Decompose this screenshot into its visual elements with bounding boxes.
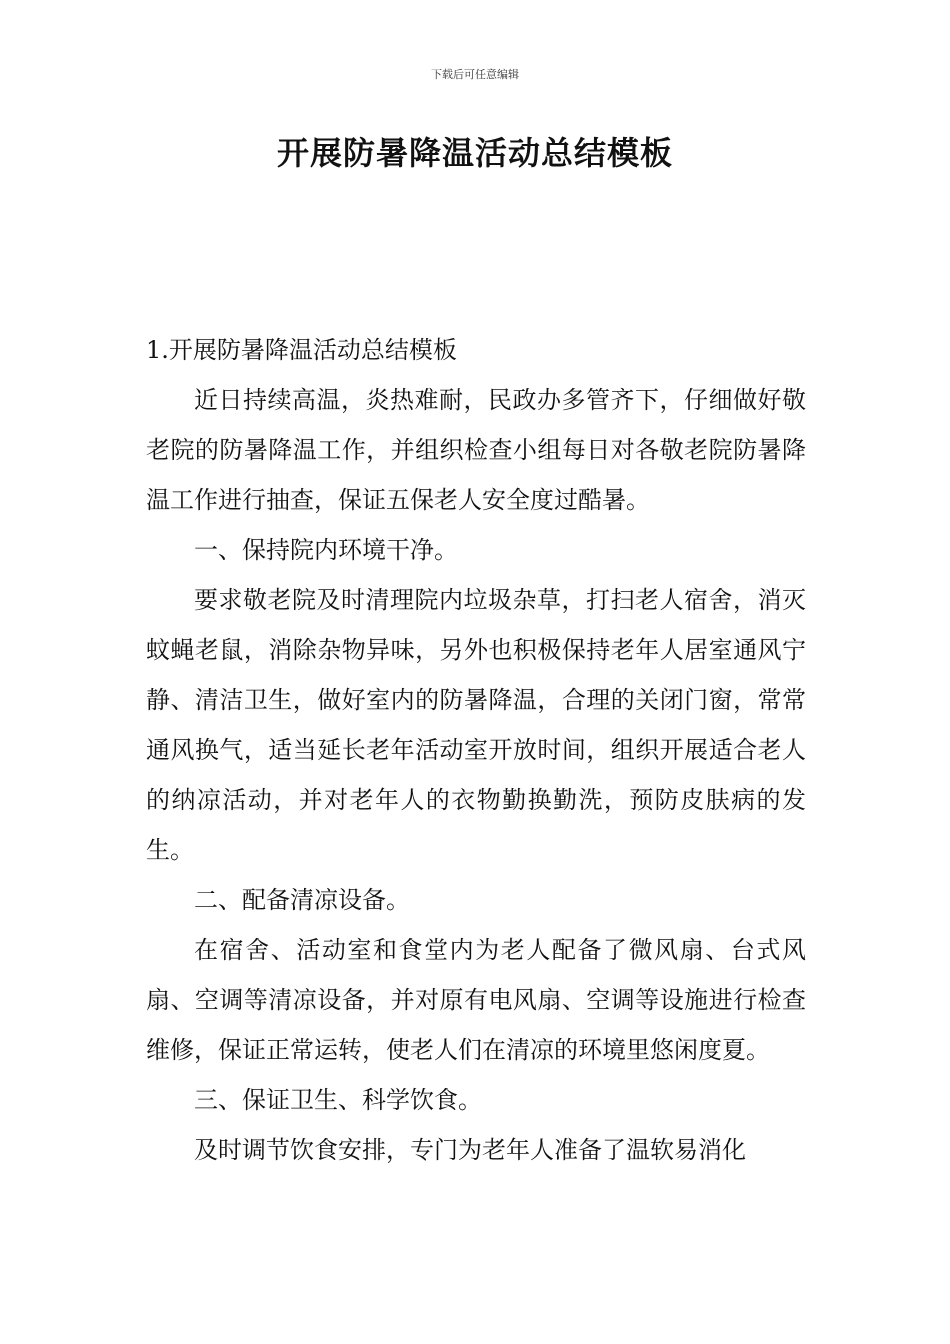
section-heading: 三、保证卫生、科学饮食。 — [194, 1086, 482, 1114]
body-paragraph: 及时调节饮食安排，专门为老年人准备了温软易消化 — [194, 1136, 746, 1164]
document-title: 开展防暑降温活动总结模板 — [276, 134, 673, 172]
body-paragraph: 近日持续高温，炎热难耐，民政办多管齐下，仔细做好敬老院的防暑降温工作，并组织检查小组每日对各敬老院防暑降温工作进行抽查，保证五保老人安全度过酷暑。 — [146, 386, 806, 514]
header-note: 下载后可任意编辑 — [431, 68, 519, 81]
body-paragraph: 1.开展防暑降温活动总结模板 — [146, 336, 457, 364]
section-heading: 一、保持院内环境干净。 — [194, 536, 458, 564]
section-heading: 二、配备清凉设备。 — [194, 886, 410, 914]
body-paragraph: 要求敬老院及时清理院内垃圾杂草，打扫老人宿舍，消灭蚊蝇老鼠，消除杂物异味，另外也积极保持老年人居室通风宁静、清洁卫生，做好室内的防暑降温，合理的关闭门窗，常常通风换气，适当延长老年活动室开放时间，组织开展适合老人的纳凉活动，并对老年人的衣物勤换勤洗，预防皮肤病的发生。 — [146, 586, 806, 864]
body-paragraph: 在宿舍、活动室和食堂内为老人配备了微风扇、台式风扇、空调等清凉设备，并对原有电风扇、空调等设施进行检查维修，保证正常运转，使老人们在清凉的环境里悠闲度夏。 — [146, 936, 806, 1064]
document-body — [146, 325, 806, 1175]
